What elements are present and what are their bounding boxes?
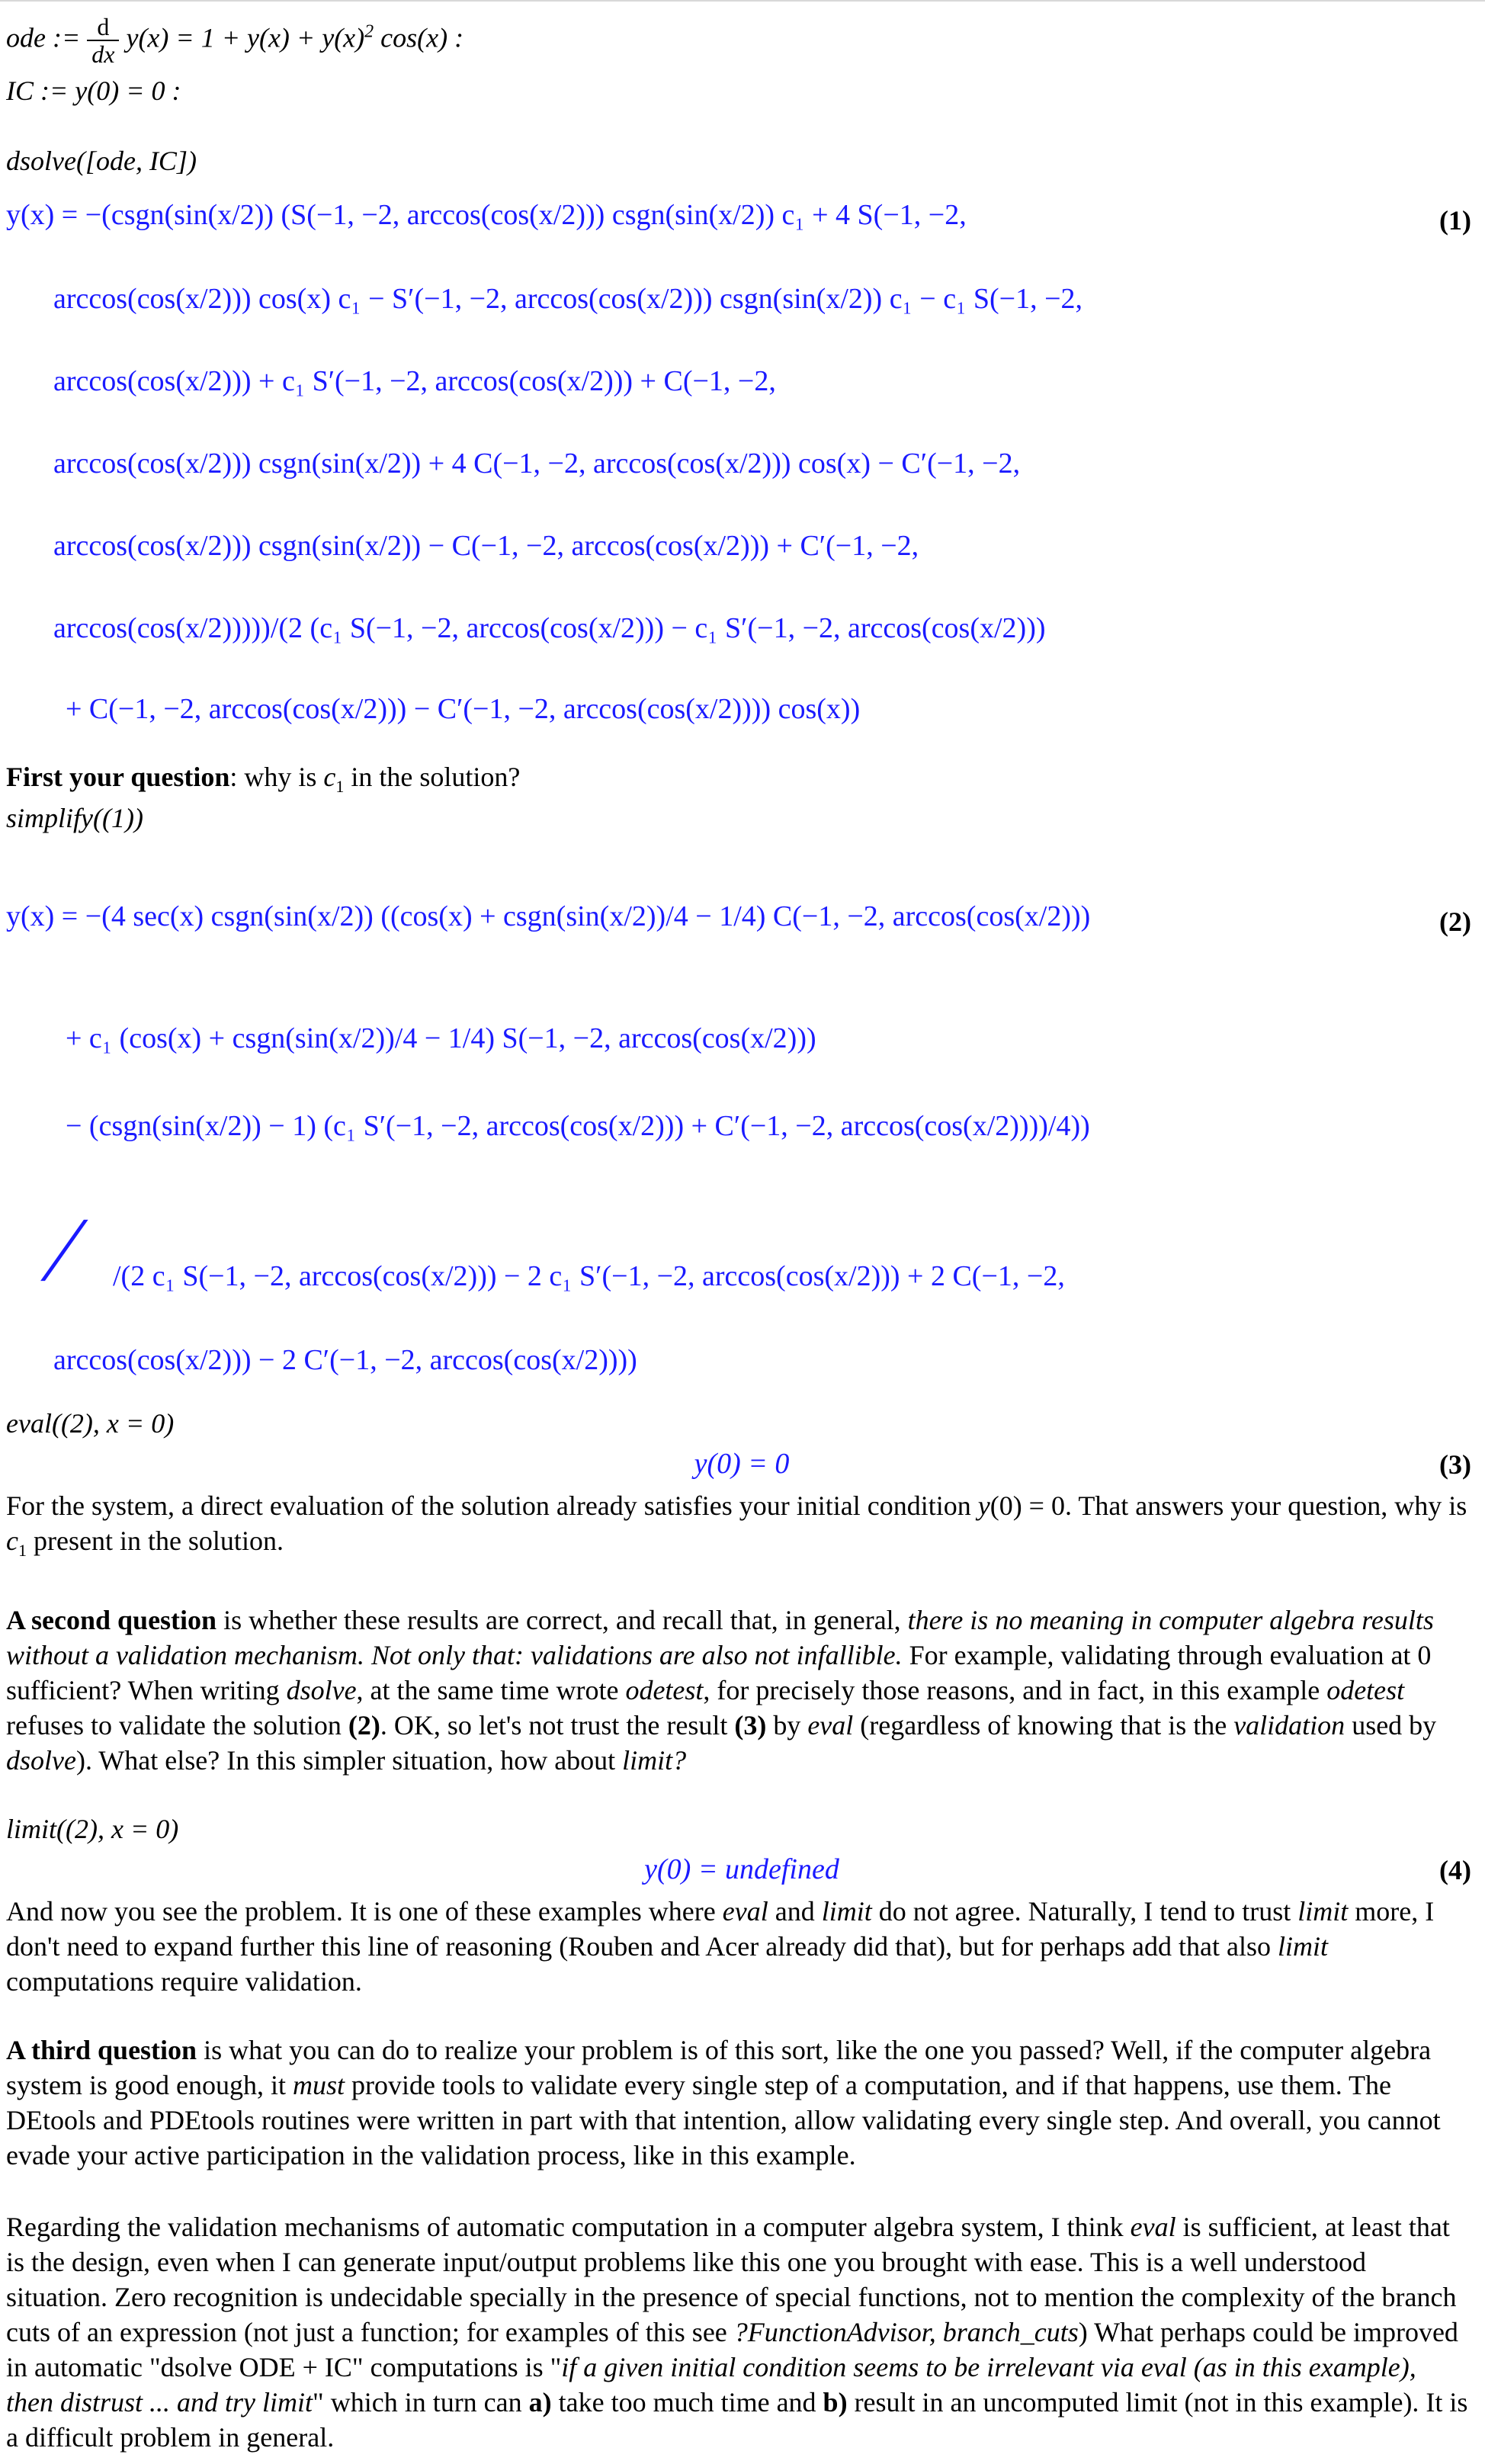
- first-question: First your question: why is $c_1$ in the solution?: [6, 762, 521, 797]
- output-2-line: − (csgn(sin(x/2)) − 1) (c₁ S′(−1, −2, arccos(cos(x/2))) + C′(−1, −2, arccos(cos(x/2))))/4)): [66, 1110, 1090, 1142]
- eval-input[interactable]: eval((2), x = 0): [6, 1408, 175, 1439]
- equation-label-3: (3): [1439, 1449, 1471, 1480]
- paragraph-third-question: A third question is what you can do to realize your problem is of this sort, like the one you passed? Well, if the computer algebra system is good enough, it must provide tools to validate every single step of a computation, and if that happens, use them. The DEtools and PDEtools routines were written in part with that intention, allow validating every single step. And overall, you cannot evade your active participation in the validation process, like in this example.: [6, 2035, 1441, 2170]
- output-4: [6, 1853, 1477, 1886]
- output-3-text: y(0) = 0: [694, 1448, 790, 1480]
- equation-label-4: (4): [1439, 1855, 1471, 1885]
- paragraph-regarding: Regarding the validation mechanisms of automatic computation in a computer algebra system, I think eval is sufficient, at least that is the design, even when I can generate input/output problems like this one you brought with ease. This is a well understood situation. Zero recognition is undecidable specially in the presence of special functions, not to mention the complexity of the branch cuts of an expression (not just a function; for examples of this see ?FunctionAdvisor, branch_cuts) What perhaps could be improved in automatic "dsolve ODE + IC" computations is "if a given initial condition seems to be irrelevant via eval (as in this example), then distrust ... and try limit" which in turn can a) take too much time and b) result in an uncomputed limit (not in this example). It is a difficult problem in general.: [6, 2212, 1468, 2453]
- ode-input[interactable]: ode := $\frac{d}{dx}$ $y(x) = 1 + y(x) + y(x)^2$ cos(x) :: [6, 13, 464, 68]
- equation-label-1: (1): [1439, 205, 1471, 236]
- output-4-text: y(0) = undefined: [644, 1853, 839, 1885]
- output-2-line: y(x) = −(4 sec(x) csgn(sin(x/2)) ((cos(x) + csgn(sin(x/2))/4 − 1/4) C(−1, −2, arccos(cos(x/2))): [6, 900, 1091, 932]
- output-2-line: arccos(cos(x/2))) − 2 C′(−1, −2, arccos(cos(x/2)))): [53, 1344, 637, 1376]
- output-1-line: arccos(cos(x/2))) csgn(sin(x/2)) − C(−1, −2, arccos(cos(x/2))) + C′(−1, −2,: [53, 530, 919, 562]
- ic-input[interactable]: IC := y(0) = 0 :: [6, 75, 181, 106]
- limit-input[interactable]: limit((2), x = 0): [6, 1814, 179, 1844]
- output-1-line: arccos(cos(x/2))) csgn(sin(x/2)) + 4 C(−1, −2, arccos(cos(x/2))) cos(x) − C′(−1, −2,: [53, 448, 1021, 480]
- simplify-input[interactable]: simplify((1)): [6, 803, 143, 833]
- paragraph-second-question: A second question is whether these results are correct, and recall that, in general, there is no meaning in computer algebra results without a validation mechanism. Not only that: validations are also not infallible. For example, validating through evaluation at 0 sufficient? When writing dsolve, at the same time wrote odetest, for precisely those reasons, and in fact, in this example odetest refuses to validate the solution (2). OK, so let's not trust the result (3) by eval (regardless of knowing that is the validation used by dsolve). What else? In this simpler situation, how about limit?: [6, 1605, 1437, 1776]
- output-2-line: /(2 c₁ S(−1, −2, arccos(cos(x/2))) − 2 c₁ S′(−1, −2, arccos(cos(x/2))) + 2 C(−1, −2,: [113, 1260, 1065, 1292]
- top-border: [0, 0, 1485, 2]
- output-2-line: + c₁ (cos(x) + csgn(sin(x/2))/4 − 1/4) S(−1, −2, arccos(cos(x/2))): [66, 1022, 816, 1054]
- division-slash: /: [33, 1198, 96, 1300]
- output-1-line: arccos(cos(x/2))) cos(x) c₁ − S′(−1, −2, arccos(cos(x/2))) csgn(sin(x/2)) c₁ − c₁ S(−1, −2,: [53, 283, 1083, 315]
- equation-label-2: (2): [1439, 906, 1471, 937]
- output-1-line: y(x) = −(csgn(sin(x/2)) (S(−1, −2, arccos(cos(x/2))) csgn(sin(x/2)) c₁ + 4 S(−1, −2,: [6, 199, 967, 231]
- dsolve-input[interactable]: dsolve([ode, IC]): [6, 146, 197, 176]
- output-3: [6, 1447, 1477, 1481]
- paragraph-limit: And now you see the problem. It is one of these examples where eval and limit do not agree. Naturally, I tend to trust limit more, I don't need to expand further this line of reasoning (Rouben and Acer already did that), but for perhaps add that also limit computations require validation.: [6, 1896, 1435, 1997]
- output-1-line: arccos(cos(x/2))) + c₁ S′(−1, −2, arccos(cos(x/2))) + C(−1, −2,: [53, 365, 776, 397]
- paragraph-eval: For the system, a direct evaluation of the solution already satisfies your initial condition y(0) = 0. That answers your question, why is $c_1$ present in the solution.: [6, 1490, 1467, 1561]
- output-1-line: + C(−1, −2, arccos(cos(x/2))) − C′(−1, −2, arccos(cos(x/2)))) cos(x)): [66, 693, 861, 725]
- output-1-line: arccos(cos(x/2)))))/(2 (c₁ S(−1, −2, arccos(cos(x/2))) − c₁ S′(−1, −2, arccos(cos(x/2))): [53, 612, 1046, 644]
